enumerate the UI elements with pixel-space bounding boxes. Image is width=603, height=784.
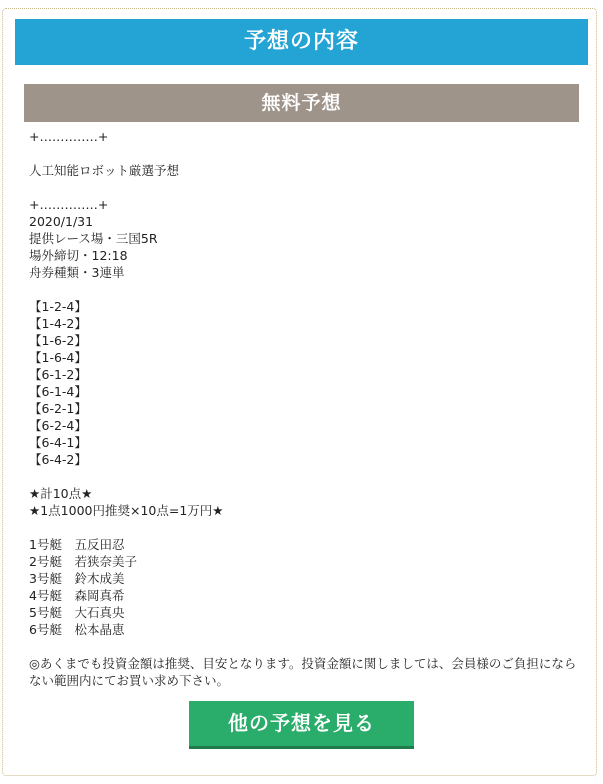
combination-item: 【1-4-2】 [29,316,87,331]
spacer [29,468,577,485]
spacer [29,179,577,196]
combination-item: 【6-1-2】 [29,367,87,382]
section-title: 無料予想 [24,84,579,122]
bet-recommendation: ★1点1000円推奨×10点=1万円★ [29,503,224,518]
combination-item: 【6-4-1】 [29,435,87,450]
combination-item: 【6-2-4】 [29,418,87,433]
boat-racer: 6号艇 松本晶恵 [29,622,125,637]
combination-item: 【6-4-2】 [29,452,87,467]
race-venue: 提供レース場・三国5R [29,231,158,246]
combination-item: 【1-6-4】 [29,350,87,365]
spacer [29,638,577,655]
content-frame [2,8,597,776]
divider-bottom: +‥‥‥‥‥‥‥+ [29,197,109,212]
boat-racer: 4号艇 森岡真希 [29,588,125,603]
race-date: 2020/1/31 [29,214,94,229]
spacer [29,145,577,162]
boat-racer: 1号艇 五反田忍 [29,537,125,552]
combination-item: 【6-2-1】 [29,401,87,416]
ticket-type: 舟券種類・3連単 [29,265,125,280]
boat-racer: 2号艇 若狭奈美子 [29,554,137,569]
prediction-heading: 人工知能ロボット厳選予想 [29,163,180,178]
other-predictions-button[interactable]: 他の予想を見る [189,701,414,749]
investment-note: ◎あくまでも投資金額は推奨、目安となります。投資金額に関しましては、会員様のご負担にならない範囲内にてお買い求め下さい。 [29,656,577,688]
race-deadline: 場外締切・12:18 [29,248,128,263]
divider-top: +‥‥‥‥‥‥‥+ [29,129,109,144]
combination-item: 【1-2-4】 [29,299,87,314]
combination-item: 【1-6-2】 [29,333,87,348]
boat-racer: 5号艇 大石真央 [29,605,125,620]
spacer [29,281,577,298]
page-title: 予想の内容 [15,19,588,65]
boat-racer: 3号艇 鈴木成美 [29,571,125,586]
spacer [29,519,577,536]
total-points: ★計10点★ [29,486,93,501]
combination-item: 【6-1-4】 [29,384,87,399]
prediction-content [29,128,577,689]
